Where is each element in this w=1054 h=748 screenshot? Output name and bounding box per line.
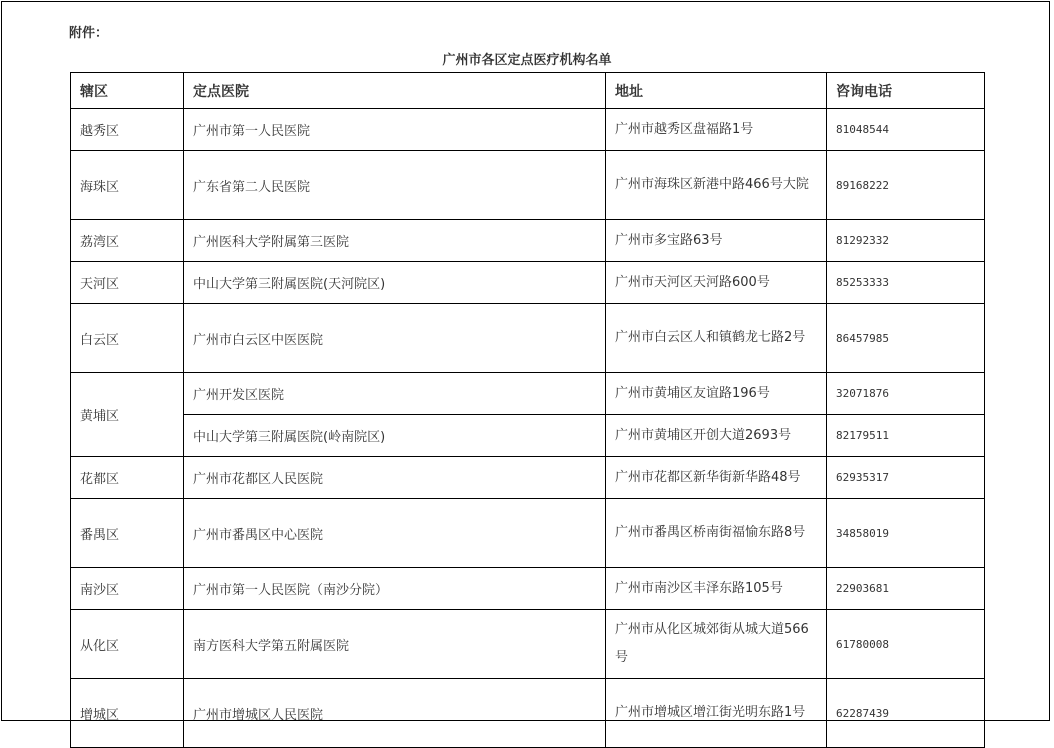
table-row — [71, 679, 985, 748]
header-district: 辖区 — [71, 73, 184, 109]
phone-cell: 34858019 — [827, 499, 985, 568]
header-phone: 咨询电话 — [827, 73, 985, 109]
phone-cell: 81048544 — [827, 109, 985, 151]
phone-cell: 81292332 — [827, 220, 985, 262]
hospital-cell: 广州市白云区中医医院 — [184, 304, 606, 373]
phone-cell: 85253333 — [827, 262, 985, 304]
address-cell: 广州市黄埔区友谊路196号 — [606, 373, 827, 415]
address-cell: 广州市海珠区新港中路466号大院 — [606, 151, 827, 220]
phone-cell: 22903681 — [827, 568, 985, 610]
district-cell: 番禺区 — [71, 499, 184, 568]
hospital-cell: 中山大学第三附属医院(天河院区) — [184, 262, 606, 304]
hospital-cell: 广州市增城区人民医院 — [184, 679, 606, 748]
district-cell: 海珠区 — [71, 151, 184, 220]
district-cell: 从化区 — [71, 610, 184, 679]
address-cell: 广州市越秀区盘福路1号 — [606, 109, 827, 151]
header-address: 地址 — [606, 73, 827, 109]
address-cell: 广州市黄埔区开创大道2693号 — [606, 415, 827, 457]
hospital-cell: 广州市花都区人民医院 — [184, 457, 606, 499]
address-cell: 广州市花都区新华街新华路48号 — [606, 457, 827, 499]
hospital-cell: 广州市第一人民医院（南沙分院） — [184, 568, 606, 610]
hospital-cell: 广东省第二人民医院 — [184, 151, 606, 220]
district-cell: 黄埔区 — [71, 373, 184, 457]
phone-cell: 89168222 — [827, 151, 985, 220]
table-row — [71, 220, 985, 262]
header-hospital: 定点医院 — [184, 73, 606, 109]
district-cell: 南沙区 — [71, 568, 184, 610]
district-cell: 天河区 — [71, 262, 184, 304]
address-cell: 广州市番禺区桥南街福愉东路8号 — [606, 499, 827, 568]
hospital-cell: 广州市番禺区中心医院 — [184, 499, 606, 568]
district-cell: 越秀区 — [71, 109, 184, 151]
table-row — [71, 457, 985, 499]
table-row — [71, 568, 985, 610]
table-row — [71, 610, 985, 679]
table-row — [71, 262, 985, 304]
phone-cell: 62935317 — [827, 457, 985, 499]
hospital-cell: 广州开发区医院 — [184, 373, 606, 415]
table-row — [71, 304, 985, 373]
address-cell: 广州市增城区增江街光明东路1号 — [606, 679, 827, 748]
district-cell: 花都区 — [71, 457, 184, 499]
hospital-list-table — [70, 72, 985, 748]
phone-cell: 62287439 — [827, 679, 985, 748]
district-cell: 白云区 — [71, 304, 184, 373]
attachment-label: 附件： — [69, 26, 109, 41]
address-cell: 广州市白云区人和镇鹤龙七路2号 — [606, 304, 827, 373]
address-cell: 广州市天河区天河路600号 — [606, 262, 827, 304]
phone-cell: 61780008 — [827, 610, 985, 679]
hospital-cell: 南方医科大学第五附属医院 — [184, 610, 606, 679]
table-row — [71, 151, 985, 220]
district-cell: 荔湾区 — [71, 220, 184, 262]
table-row — [71, 499, 985, 568]
address-cell: 广州市从化区城郊街从城大道566号 — [606, 610, 827, 679]
table-row — [71, 373, 985, 415]
phone-cell: 82179511 — [827, 415, 985, 457]
hospital-cell: 广州医科大学附属第三医院 — [184, 220, 606, 262]
district-cell: 增城区 — [71, 679, 184, 748]
address-cell: 广州市多宝路63号 — [606, 220, 827, 262]
phone-cell: 86457985 — [827, 304, 985, 373]
document-title: 广州市各区定点医疗机构名单 — [442, 53, 612, 68]
table-row — [71, 415, 985, 457]
table-row — [71, 109, 985, 151]
address-cell: 广州市南沙区丰泽东路105号 — [606, 568, 827, 610]
phone-cell: 32071876 — [827, 373, 985, 415]
hospital-cell: 广州市第一人民医院 — [184, 109, 606, 151]
table-header-row — [71, 73, 985, 109]
hospital-cell: 中山大学第三附属医院(岭南院区) — [184, 415, 606, 457]
